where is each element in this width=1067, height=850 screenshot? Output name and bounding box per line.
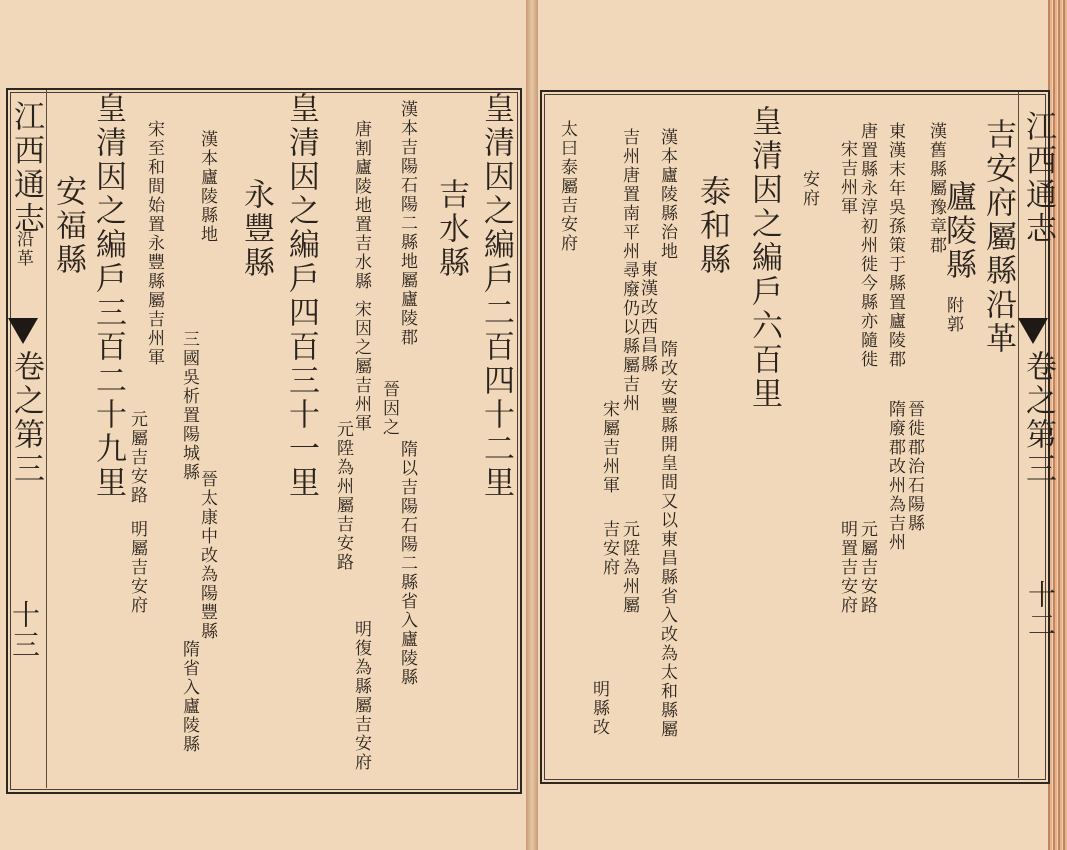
yongfeng-history-6: 元屬吉安路	[127, 410, 147, 505]
luling-history-2: 東漢末年吳孫策于縣置廬陵郡	[885, 122, 905, 369]
jishui-history-4: 唐割廬陵地置吉水縣	[351, 120, 371, 291]
left-book-title: 江西通志	[8, 100, 44, 236]
taihe-history-3: 隋改安豐縣開皇間又以東昌縣省入改為太和縣屬	[657, 340, 677, 739]
book-gutter	[526, 0, 538, 850]
taihe-history-4: 吉州唐置南平州尋廢仍以縣屬吉州	[619, 128, 639, 413]
luling-history-8: 明置吉安府	[837, 520, 857, 615]
jishui-history-1: 漢本吉陽石陽二縣地屬廬陵郡	[397, 100, 417, 347]
taihe-history-9: 太曰泰屬吉安府	[557, 120, 577, 253]
luling-history-6: 宋吉州軍	[837, 140, 857, 216]
yongfeng-history-5: 宋至和間始置永豐縣屬吉州軍	[144, 120, 164, 367]
luling-history-5: 唐置縣永淳初州徙今縣亦隨徙	[857, 122, 877, 369]
right-volume-label: 卷之第三	[1020, 350, 1056, 486]
jishui-county-name: 吉水縣	[433, 178, 469, 280]
luling-history-3: 晉徙郡治石陽縣	[904, 400, 924, 533]
left-volume-label: 卷之第三	[8, 350, 44, 486]
luling-history-4: 隋廢郡改州為吉州	[885, 400, 905, 552]
left-margin-rule	[46, 90, 47, 788]
yongfeng-history-4: 隋省入廬陵縣	[179, 640, 199, 754]
taihe-history-6: 元陞為州屬	[619, 520, 639, 615]
anfu-note: 安府	[799, 170, 819, 208]
right-margin-rule	[1018, 92, 1019, 778]
huangqing-line-2: 皇清因之編戶二百四十二里	[478, 92, 514, 500]
taihe-history-2: 東漢改西昌縣	[637, 260, 657, 374]
yongfeng-history-3: 晉太康中改為陽豐縣	[197, 470, 217, 641]
right-book-title: 江西通志	[1020, 110, 1056, 246]
luling-history-1: 漢舊縣屬豫章郡	[926, 122, 946, 255]
huangqing-line-3: 皇清因之編戶四百三十一里	[283, 92, 319, 500]
yongfeng-history-7: 明屬吉安府	[127, 520, 147, 615]
yongfeng-history-1: 漢本廬陵縣地	[197, 130, 217, 244]
anfu-county-name: 安福縣	[50, 175, 86, 277]
luling-history-7: 元屬吉安路	[857, 520, 877, 615]
taihe-county-name: 泰和縣	[694, 175, 730, 277]
huangqing-line-4: 皇清因之編戶三百二十九里	[90, 92, 126, 500]
taihe-history-5: 宋屬吉州軍	[599, 400, 619, 495]
jishui-history-2: 晉因之	[379, 380, 399, 437]
luling-note: 附郭	[943, 296, 963, 334]
huangqing-line-1: 皇清因之編戶六百里	[746, 105, 782, 411]
yongfeng-county-name: 永豐縣	[238, 178, 274, 280]
jishui-history-7: 明復為縣屬吉安府	[351, 620, 371, 772]
jishui-history-3: 隋以吉陽石陽二縣省入廬陵縣	[397, 440, 417, 687]
left-folio-number: 十三	[8, 600, 41, 660]
taihe-history-7: 吉安府	[599, 520, 619, 577]
left-subtitle: 沿革	[13, 230, 33, 268]
luling-county-name: 廬陵縣	[940, 180, 976, 282]
taihe-history-8: 明縣改	[589, 680, 609, 737]
yongfeng-history-2: 三國吳析置陽城縣	[179, 330, 199, 482]
jishui-history-5: 宋因之屬吉州軍	[351, 300, 371, 433]
section-heading: 吉安府屬縣沿革	[980, 118, 1016, 356]
taihe-history-1: 漢本廬陵縣治地	[657, 128, 677, 261]
right-folio-number: 十二	[1024, 580, 1057, 640]
jishui-history-6: 元陞為州屬吉安路	[333, 420, 353, 572]
